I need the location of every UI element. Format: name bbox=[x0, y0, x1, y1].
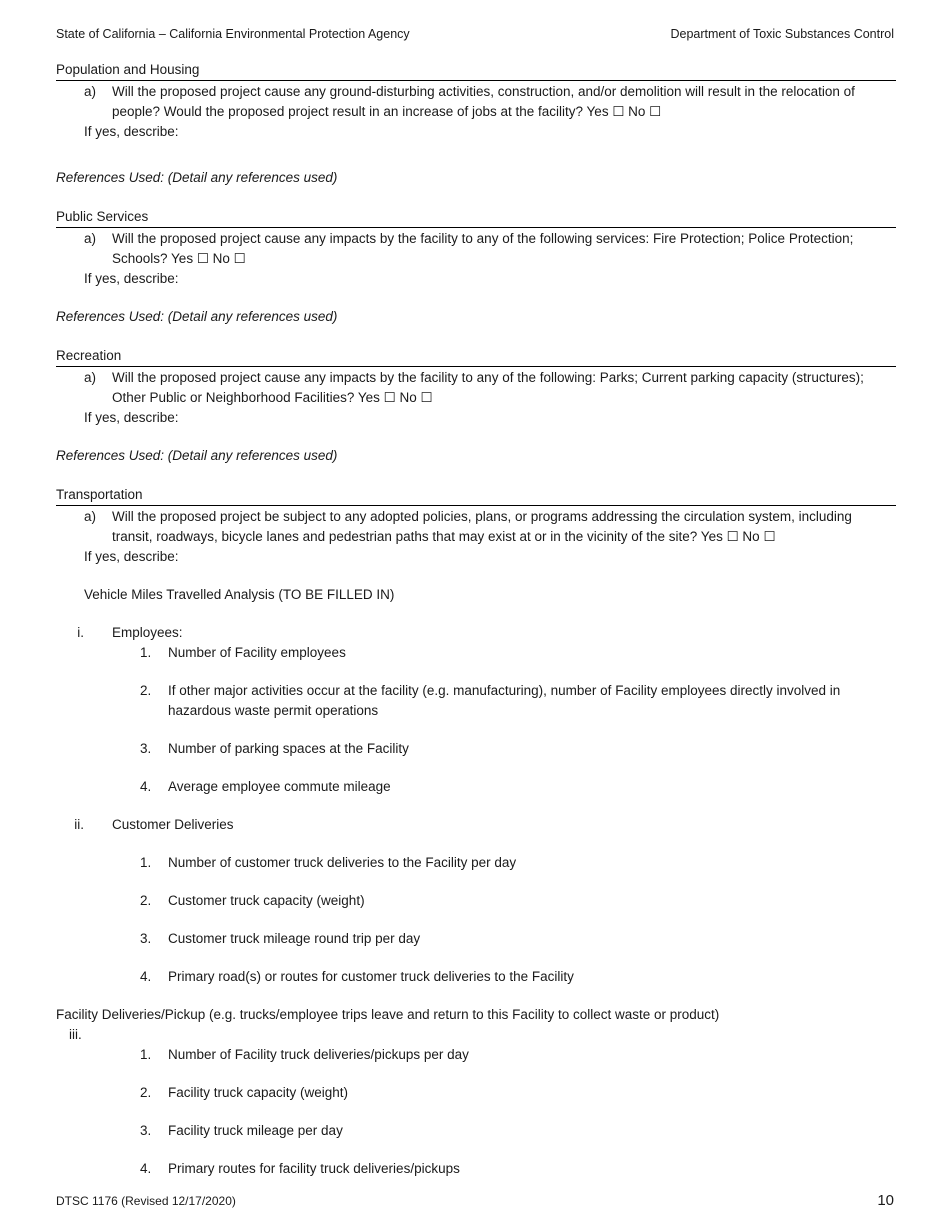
list-number: 2. bbox=[140, 1085, 152, 1100]
section-title-transportation: Transportation bbox=[56, 484, 896, 506]
roman-item-customer-deliveries bbox=[56, 815, 896, 835]
references-used: References Used: (Detail any references used) bbox=[56, 309, 338, 324]
list-item bbox=[56, 739, 896, 759]
vmt-heading: Vehicle Miles Travelled Analysis (TO BE FILLED IN) bbox=[84, 587, 395, 602]
list-item bbox=[56, 777, 896, 797]
list-text: Customer truck capacity (weight) bbox=[168, 893, 365, 908]
question-letter: a) bbox=[84, 84, 97, 99]
list-item bbox=[56, 891, 896, 911]
list-item bbox=[56, 1121, 896, 1141]
if-yes-describe: If yes, describe: bbox=[84, 549, 179, 564]
list-number: 2. bbox=[140, 893, 152, 908]
roman-label: Customer Deliveries bbox=[112, 817, 234, 832]
list-number: 1. bbox=[140, 1047, 152, 1062]
roman-numeral: iii. bbox=[69, 1027, 82, 1042]
list-number: 4. bbox=[140, 1161, 152, 1176]
list-text: Primary routes for facility truck deliveries/pickups bbox=[168, 1161, 460, 1176]
page-number: 10 bbox=[877, 1192, 894, 1209]
form-content bbox=[56, 59, 896, 1179]
list-number: 4. bbox=[140, 779, 152, 794]
references-used: References Used: (Detail any references used) bbox=[56, 170, 338, 185]
list-number: 1. bbox=[140, 855, 152, 870]
list-text: Facility truck mileage per day bbox=[168, 1123, 343, 1138]
list-text: Facility truck capacity (weight) bbox=[168, 1085, 349, 1100]
list-number: 3. bbox=[140, 1123, 152, 1138]
roman-label-facility-deliveries: Facility Deliveries/Pickup (e.g. trucks/employee trips leave and return to this Facility to collect waste or product) bbox=[56, 1007, 720, 1022]
header-agency: State of California – California Environmental Protection Agency bbox=[56, 27, 410, 41]
question-text: Will the proposed project cause any impacts by the facility to any of the following: Parks; Current parking capacity (structures); Other Public or Neighborhood Facilities? Yes ☐ No ☐ bbox=[112, 370, 864, 405]
list-number: 1. bbox=[140, 645, 152, 660]
question-letter: a) bbox=[84, 231, 97, 246]
if-yes-describe: If yes, describe: bbox=[84, 410, 179, 425]
footer-form-number: DTSC 1176 (Revised 12/17/2020) bbox=[56, 1194, 236, 1208]
section-title-recreation: Recreation bbox=[56, 345, 896, 367]
roman-item-employees bbox=[56, 623, 896, 643]
question-letter: a) bbox=[84, 509, 97, 524]
list-text: If other major activities occur at the facility (e.g. manufacturing), number of Facility employees directly involved in hazardous waste permit operations bbox=[168, 683, 841, 718]
list-text: Number of Facility truck deliveries/pickups per day bbox=[168, 1047, 469, 1062]
list-number: 4. bbox=[140, 969, 152, 984]
list-item bbox=[56, 853, 896, 873]
if-yes-describe: If yes, describe: bbox=[84, 271, 179, 286]
list-item bbox=[56, 1045, 896, 1065]
list-item bbox=[56, 681, 896, 721]
list-item bbox=[56, 643, 896, 663]
list-item bbox=[56, 1083, 896, 1103]
list-item bbox=[56, 929, 896, 949]
list-item bbox=[56, 1159, 896, 1179]
list-text: Number of Facility employees bbox=[168, 645, 346, 660]
question-population-housing bbox=[56, 82, 896, 122]
question-public-services bbox=[56, 229, 896, 269]
question-recreation bbox=[56, 368, 896, 408]
section-title-population-housing: Population and Housing bbox=[56, 59, 896, 81]
question-text: Will the proposed project cause any impacts by the facility to any of the following services: Fire Protection; Police Protection; Schools? Yes ☐ No ☐ bbox=[112, 231, 854, 266]
references-used: References Used: (Detail any references used) bbox=[56, 448, 338, 463]
list-text: Primary road(s) or routes for customer truck deliveries to the Facility bbox=[168, 969, 574, 984]
roman-label: Employees: bbox=[112, 625, 183, 640]
question-transportation bbox=[56, 507, 896, 547]
section-title-public-services: Public Services bbox=[56, 206, 896, 228]
roman-numeral: i. bbox=[77, 625, 84, 640]
list-item bbox=[56, 967, 896, 987]
list-number: 3. bbox=[140, 931, 152, 946]
header-department: Department of Toxic Substances Control bbox=[670, 27, 894, 41]
if-yes-describe: If yes, describe: bbox=[84, 124, 179, 139]
question-letter: a) bbox=[84, 370, 97, 385]
list-text: Number of customer truck deliveries to the Facility per day bbox=[168, 855, 517, 870]
question-text: Will the proposed project cause any ground-disturbing activities, construction, and/or demolition will result in the relocation of people? Would the proposed project result in an increase of jobs at the facility? Yes ☐ No ☐ bbox=[112, 84, 855, 119]
list-text: Number of parking spaces at the Facility bbox=[168, 741, 409, 756]
list-number: 2. bbox=[140, 683, 152, 698]
question-text: Will the proposed project be subject to any adopted policies, plans, or programs addressing the circulation system, including transit, roadways, bicycle lanes and pedestrian paths that may exist at or in the vicinity of the site? Yes ☐ No ☐ bbox=[112, 509, 852, 544]
list-text: Average employee commute mileage bbox=[168, 779, 391, 794]
roman-numeral: ii. bbox=[74, 817, 84, 832]
list-number: 3. bbox=[140, 741, 152, 756]
list-text: Customer truck mileage round trip per day bbox=[168, 931, 421, 946]
